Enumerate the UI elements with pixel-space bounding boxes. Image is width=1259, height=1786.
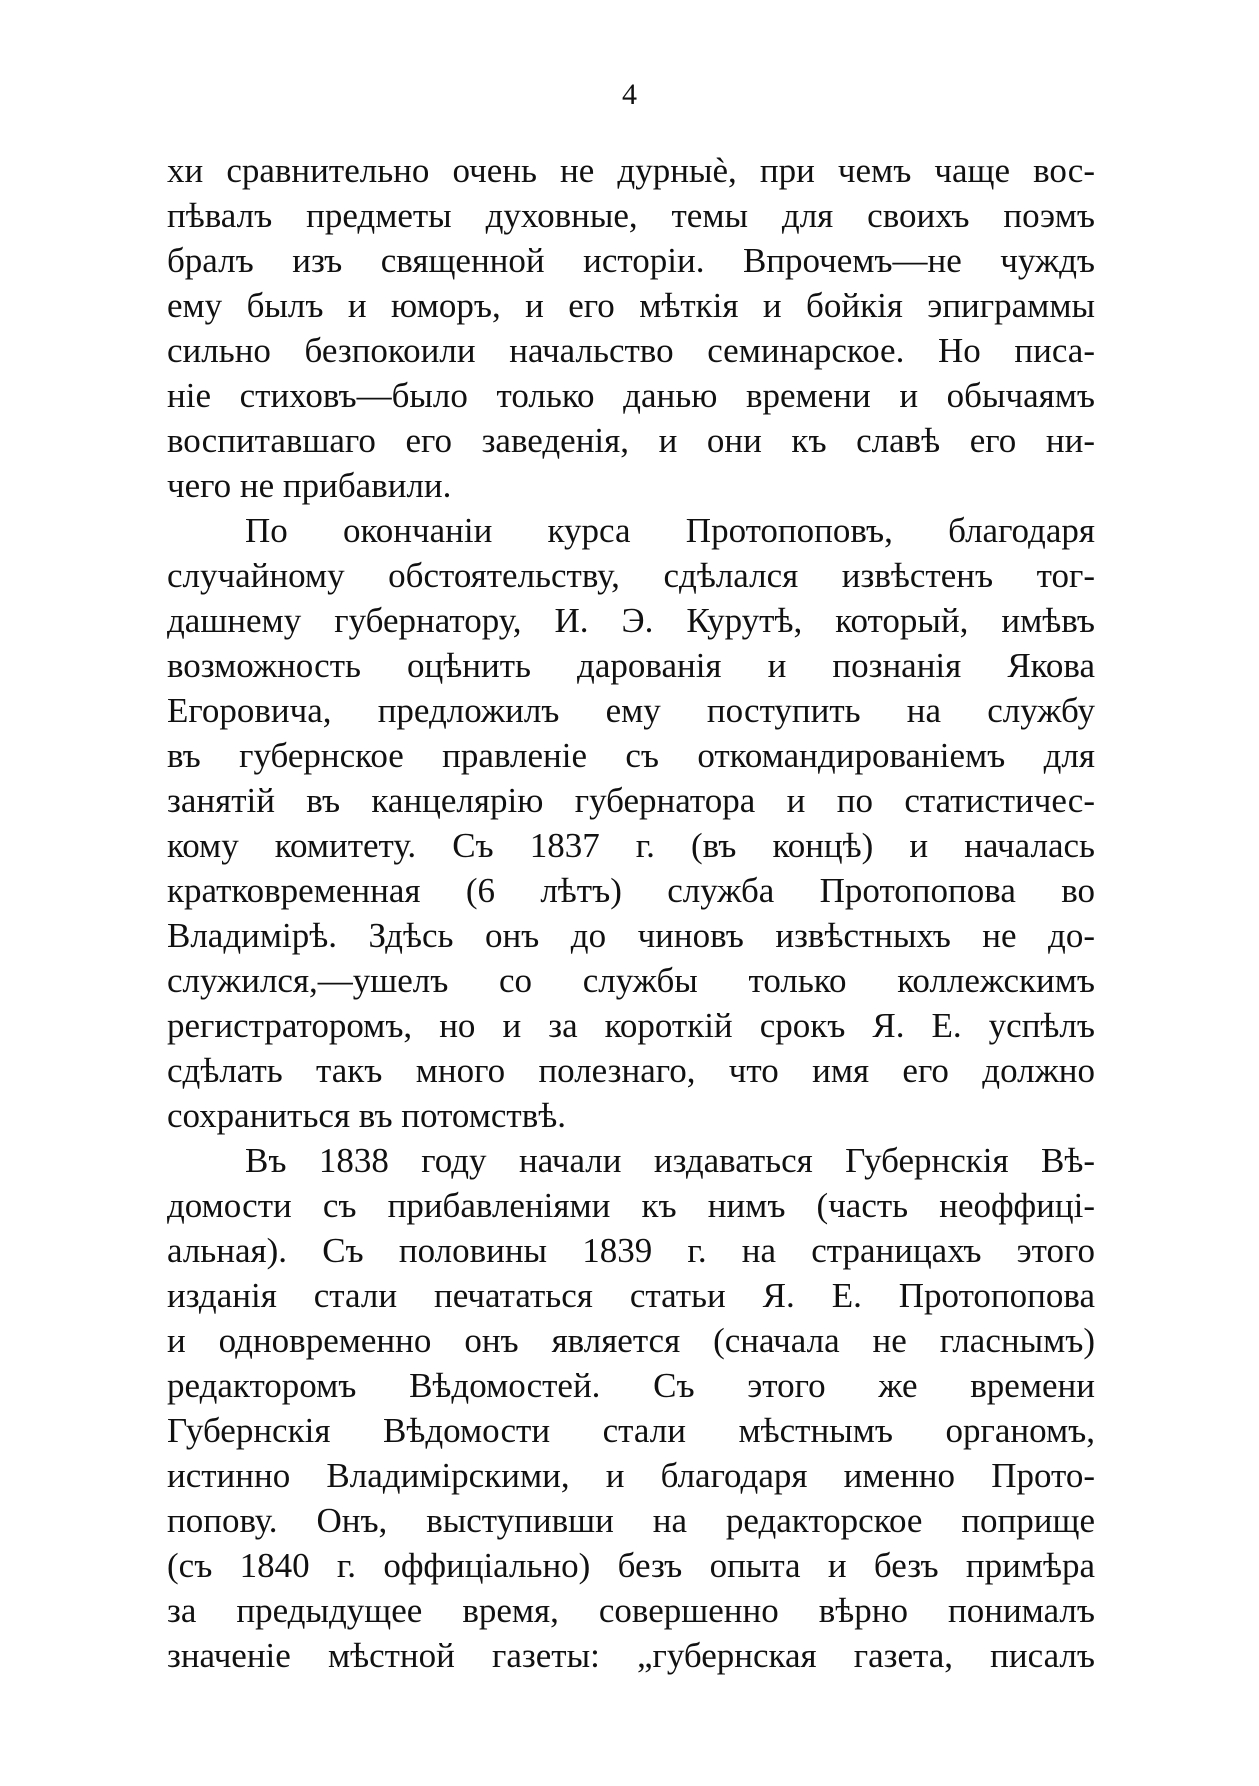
text-line: Въ 1838 году начали издаваться Губернскія Вѣ- [245,1141,1095,1180]
text-line: Владимірѣ. Здѣсь онъ до чиновъ извѣстныхъ не до- [167,916,1095,955]
text-line: занятій въ канцелярію губернатора и по статистичес- [167,781,1095,820]
paragraph [167,508,1095,1138]
text-line: (съ 1840 г. оффиціально) безъ опыта и безъ примѣра [167,1546,1095,1585]
text-line: и одновременно онъ является (сначала не гласнымъ) [167,1321,1095,1360]
text-line: Губернскія Вѣдомости стали мѣстнымъ органомъ, [167,1411,1095,1450]
text-line: сохраниться въ потомствѣ. [167,1096,566,1135]
text-line: попову. Онъ, выступивши на редакторское поприще [167,1501,1095,1540]
text-line: сильно безпокоили начальство семинарское. Но писа- [167,331,1095,370]
text-line: истинно Владимірскими, и благодаря именно Прото- [167,1456,1095,1495]
text-line: изданія стали печататься статьи Я. Е. Протопопова [167,1276,1095,1315]
paragraph [167,1138,1095,1678]
text-line: регистраторомъ, но и за короткій срокъ Я. Е. успѣлъ [167,1006,1095,1045]
page-number: 4 [622,78,637,111]
text-line: хи сравнительно очень не дурныѐ, при чемъ чаще вос- [167,151,1095,190]
text-line: случайному обстоятельству, сдѣлался извѣстенъ тог- [167,556,1095,595]
text-line: за предыдущее время, совершенно вѣрно понималъ [167,1591,1095,1630]
text-line: альная). Съ половины 1839 г. на страницахъ этого [167,1231,1095,1270]
text-line: кратковременная (6 лѣтъ) служба Протопопова во [167,871,1095,910]
paragraph [167,148,1095,508]
text-line: дашнему губернатору, И. Э. Курутѣ, который, имѣвъ [167,601,1095,640]
text-line: возможность оцѣнить дарованія и познанія Якова [167,646,1095,685]
text-line: въ губернское правленіе съ откомандированіемъ для [167,736,1095,775]
body-text [167,148,1095,1678]
text-line: ніе стиховъ—было только данью времени и обычаямъ [167,376,1095,415]
text-line: По окончаніи курса Протопоповъ, благодаря [245,511,1095,550]
text-line: пѣвалъ предметы духовные, темы для своихъ поэмъ [167,196,1095,235]
text-line: ему былъ и юморъ, и его мѣткія и бойкія эпиграммы [167,286,1095,325]
text-line: редакторомъ Вѣдомостей. Съ этого же времени [167,1366,1095,1405]
text-line: домости съ прибавленіями къ нимъ (часть неоффиці- [167,1186,1095,1225]
text-line: Егоровича, предложилъ ему поступить на службу [167,691,1095,730]
text-line: чего не прибавили. [167,466,452,505]
text-line: кому комитету. Съ 1837 г. (въ концѣ) и началась [167,826,1095,865]
text-line: сдѣлать такъ много полезнаго, что имя его должно [167,1051,1095,1090]
text-line: бралъ изъ священной исторіи. Впрочемъ—не чуждъ [167,241,1095,280]
text-line: воспитавшаго его заведенія, и они къ славѣ его ни- [167,421,1095,460]
text-line: служился,—ушелъ со службы только коллежскимъ [167,961,1095,1000]
text-line: значеніе мѣстной газеты: „губернская газета, писалъ [167,1636,1095,1675]
